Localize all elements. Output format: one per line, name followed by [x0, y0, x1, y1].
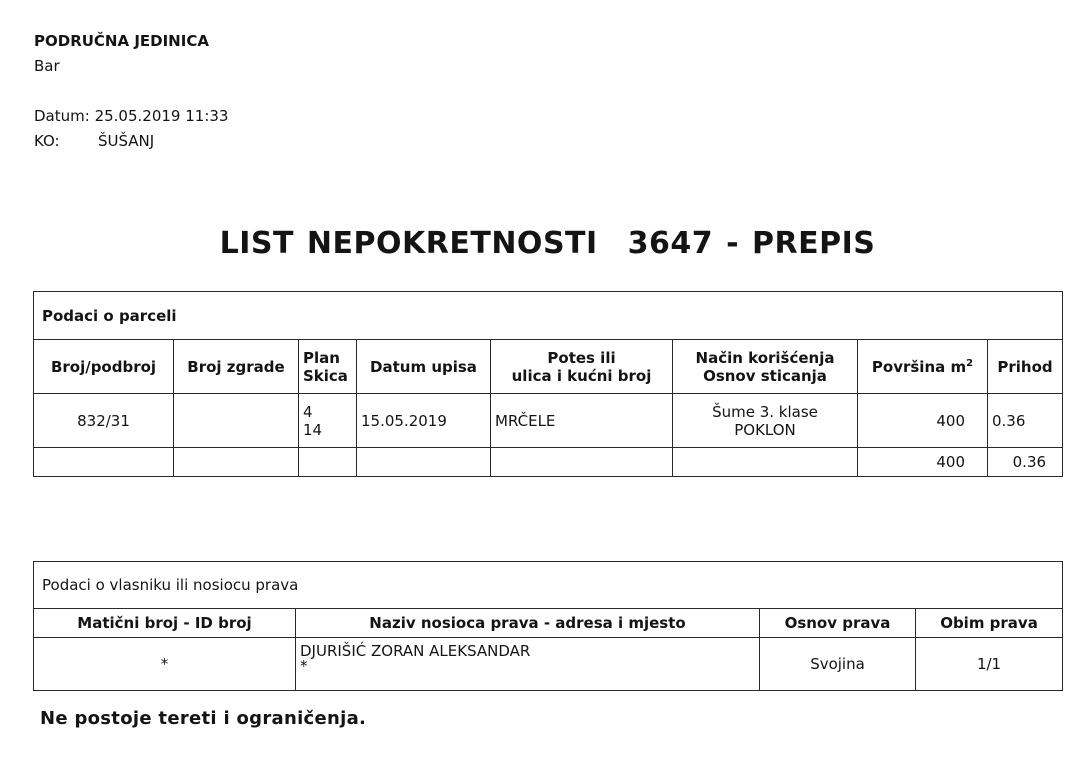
total-povrsina: 400 [858, 448, 988, 477]
col-plan-skica [299, 340, 357, 394]
cell-plan-skica [299, 394, 357, 448]
col-povrsina [858, 340, 988, 394]
date-value: 25.05.2019 11:33 [94, 107, 229, 125]
cell-plan: 4 [303, 402, 313, 421]
owner-table [33, 561, 1063, 691]
col-povrsina-label: Površina m [871, 357, 967, 376]
cell-prihod: 0.36 [988, 394, 1063, 448]
org-name: PODRUČNA JEDINICA [34, 32, 209, 50]
encumbrance-note: Ne postoje tereti i ograničenja. [40, 708, 367, 729]
col-povrsina-sup: 2 [966, 357, 974, 369]
cell-maticni: * [34, 638, 296, 691]
ko-label: KO: [34, 132, 60, 150]
date-line [34, 106, 228, 126]
cell-broj: 832/31 [34, 394, 174, 448]
cell-nacin [673, 394, 858, 448]
ko-value: ŠUŠANJ [98, 132, 155, 150]
parcel-header-row [34, 340, 1063, 394]
total-prihod: 0.36 [988, 448, 1063, 477]
title-main: LIST NEPOKRETNOSTI [219, 226, 598, 261]
col-potes [491, 340, 673, 394]
owner-header-row [34, 609, 1063, 638]
table-row [34, 394, 1063, 448]
page-title [0, 226, 1080, 261]
parcel-caption: Podaci o parceli [34, 292, 1063, 340]
col-osnov: Osnov prava [760, 609, 916, 638]
col-nacin-line2: Osnov sticanja [703, 366, 827, 385]
cell-obim: 1/1 [916, 638, 1063, 691]
col-prihod: Prihod [988, 340, 1063, 394]
table-row [34, 638, 1063, 691]
table-total-row [34, 448, 1063, 477]
cell-potes: MRČELE [491, 394, 673, 448]
col-potes-line1: Potes ili [547, 348, 616, 367]
ko-line [34, 131, 154, 151]
cell-adresa-value: * [300, 657, 308, 675]
cell-naziv-value: DJURIŠIĆ ZORAN ALEKSANDAR [300, 642, 531, 660]
cell-zgrade [174, 394, 299, 448]
parcel-table [33, 291, 1063, 477]
city-name: Bar [34, 57, 60, 75]
cell-osnov: Svojina [760, 638, 916, 691]
col-broj: Broj/podbroj [34, 340, 174, 394]
cell-skica: 14 [303, 420, 323, 439]
cell-naziv [296, 638, 760, 691]
col-obim: Obim prava [916, 609, 1063, 638]
owner-caption: Podaci o vlasniku ili nosiocu prava [34, 562, 1063, 609]
col-potes-line2: ulica i kućni broj [511, 366, 652, 385]
col-datum: Datum upisa [357, 340, 491, 394]
title-number: 3647 - PREPIS [627, 226, 876, 261]
cell-nacin-value: Šume 3. klase [712, 402, 818, 421]
cell-povrsina: 400 [858, 394, 988, 448]
col-zgrade: Broj zgrade [174, 340, 299, 394]
cell-osnov-value: POKLON [734, 420, 796, 439]
date-label: Datum: [34, 107, 90, 125]
col-nacin-line1: Način korišćenja [695, 348, 835, 367]
col-nacin [673, 340, 858, 394]
col-skica: Skica [303, 366, 348, 385]
col-maticni: Matični broj - ID broj [34, 609, 296, 638]
col-naziv: Naziv nosioca prava - adresa i mjesto [296, 609, 760, 638]
col-plan: Plan [303, 348, 340, 367]
cell-datum: 15.05.2019 [357, 394, 491, 448]
